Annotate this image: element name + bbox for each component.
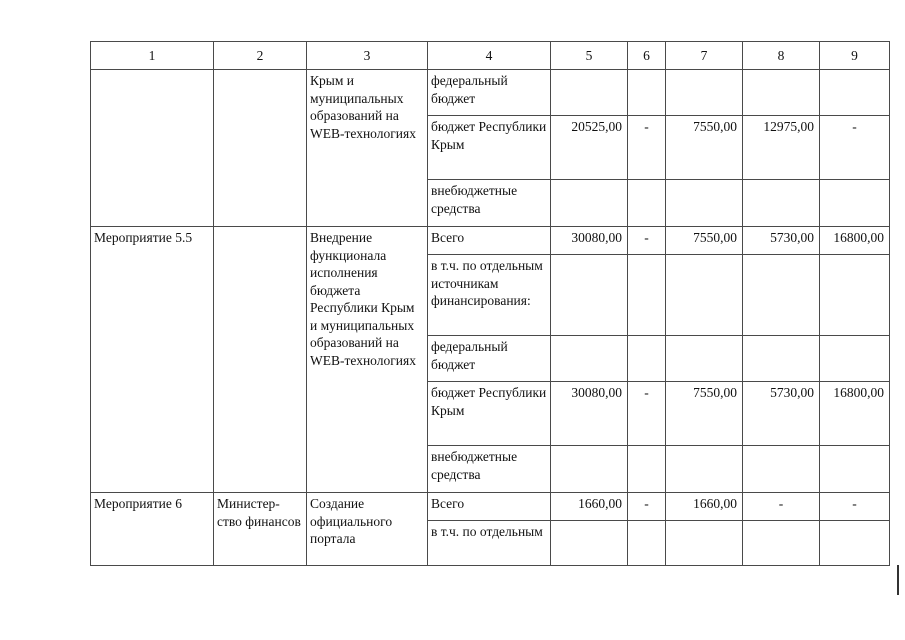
amount-col-8	[743, 255, 820, 336]
amount-col-9: -	[820, 116, 890, 180]
amount-col-8	[743, 336, 820, 382]
measure-description: Внедрение функционала исполнения бюджета Республики Крым и муниципальных образований на WEB-технологиях	[307, 227, 428, 493]
amount-col-6	[628, 521, 666, 566]
funding-source: федеральный бюджет	[428, 70, 551, 116]
amount-col-8: -	[743, 493, 820, 521]
amount-col-6: -	[628, 493, 666, 521]
table-row	[91, 70, 890, 116]
amount-col-9	[820, 180, 890, 227]
total-amount: 20525,00	[551, 116, 628, 180]
amount-col-6: -	[628, 116, 666, 180]
header-col-5: 5	[551, 42, 628, 70]
total-amount	[551, 70, 628, 116]
amount-col-8	[743, 70, 820, 116]
amount-col-9: -	[820, 493, 890, 521]
amount-col-7: 7550,00	[666, 116, 743, 180]
amount-col-6	[628, 446, 666, 493]
measure-description: Крым и муниципальных образований на WEB-технологиях	[307, 70, 428, 227]
header-col-1: 1	[91, 42, 214, 70]
header-col-3: 3	[307, 42, 428, 70]
amount-col-9: 16800,00	[820, 227, 890, 255]
amount-col-7	[666, 180, 743, 227]
funding-source: внебюджетные средства	[428, 446, 551, 493]
amount-col-7	[666, 521, 743, 566]
measure-cell: Мероприятие 6	[91, 493, 214, 566]
amount-col-9	[820, 336, 890, 382]
total-amount	[551, 446, 628, 493]
header-col-4: 4	[428, 42, 551, 70]
funding-source: Всего	[428, 227, 551, 255]
amount-col-8: 5730,00	[743, 227, 820, 255]
amount-col-7	[666, 336, 743, 382]
amount-col-6	[628, 180, 666, 227]
amount-col-6	[628, 255, 666, 336]
measure-cell: Мероприятие 5.5	[91, 227, 214, 493]
funding-source: бюджет Республики Крым	[428, 382, 551, 446]
total-amount	[551, 336, 628, 382]
amount-col-7: 7550,00	[666, 382, 743, 446]
amount-col-7	[666, 70, 743, 116]
amount-col-9	[820, 446, 890, 493]
budget-table	[90, 41, 890, 566]
header-col-9: 9	[820, 42, 890, 70]
measure-description: Создание официального портала	[307, 493, 428, 566]
amount-col-8	[743, 180, 820, 227]
amount-col-8: 5730,00	[743, 382, 820, 446]
executor-cell	[214, 70, 307, 227]
amount-col-9	[820, 521, 890, 566]
header-col-6: 6	[628, 42, 666, 70]
amount-col-8	[743, 521, 820, 566]
funding-source: в т.ч. по отдельным источникам финансирования:	[428, 255, 551, 336]
amount-col-8	[743, 446, 820, 493]
header-col-7: 7	[666, 42, 743, 70]
amount-col-7: 1660,00	[666, 493, 743, 521]
total-amount	[551, 521, 628, 566]
funding-source: внебюджетные средства	[428, 180, 551, 227]
amount-col-9	[820, 255, 890, 336]
total-amount: 30080,00	[551, 227, 628, 255]
funding-source: бюджет Республики Крым	[428, 116, 551, 180]
total-amount: 30080,00	[551, 382, 628, 446]
amount-col-6	[628, 70, 666, 116]
amount-col-7	[666, 255, 743, 336]
funding-source: федеральный бюджет	[428, 336, 551, 382]
amount-col-6	[628, 336, 666, 382]
executor-cell: Министер-ство финансов	[214, 493, 307, 566]
amount-col-9: 16800,00	[820, 382, 890, 446]
header-row	[91, 42, 890, 70]
total-amount	[551, 180, 628, 227]
amount-col-6: -	[628, 382, 666, 446]
table-row	[91, 227, 890, 255]
total-amount	[551, 255, 628, 336]
header-col-8: 8	[743, 42, 820, 70]
amount-col-7: 7550,00	[666, 227, 743, 255]
header-col-2: 2	[214, 42, 307, 70]
measure-cell	[91, 70, 214, 227]
amount-col-9	[820, 70, 890, 116]
funding-source: Всего	[428, 493, 551, 521]
scan-edge-mark	[897, 565, 899, 595]
amount-col-7	[666, 446, 743, 493]
amount-col-8: 12975,00	[743, 116, 820, 180]
funding-source: в т.ч. по отдельным	[428, 521, 551, 566]
table-row	[91, 493, 890, 521]
amount-col-6: -	[628, 227, 666, 255]
executor-cell	[214, 227, 307, 493]
total-amount: 1660,00	[551, 493, 628, 521]
